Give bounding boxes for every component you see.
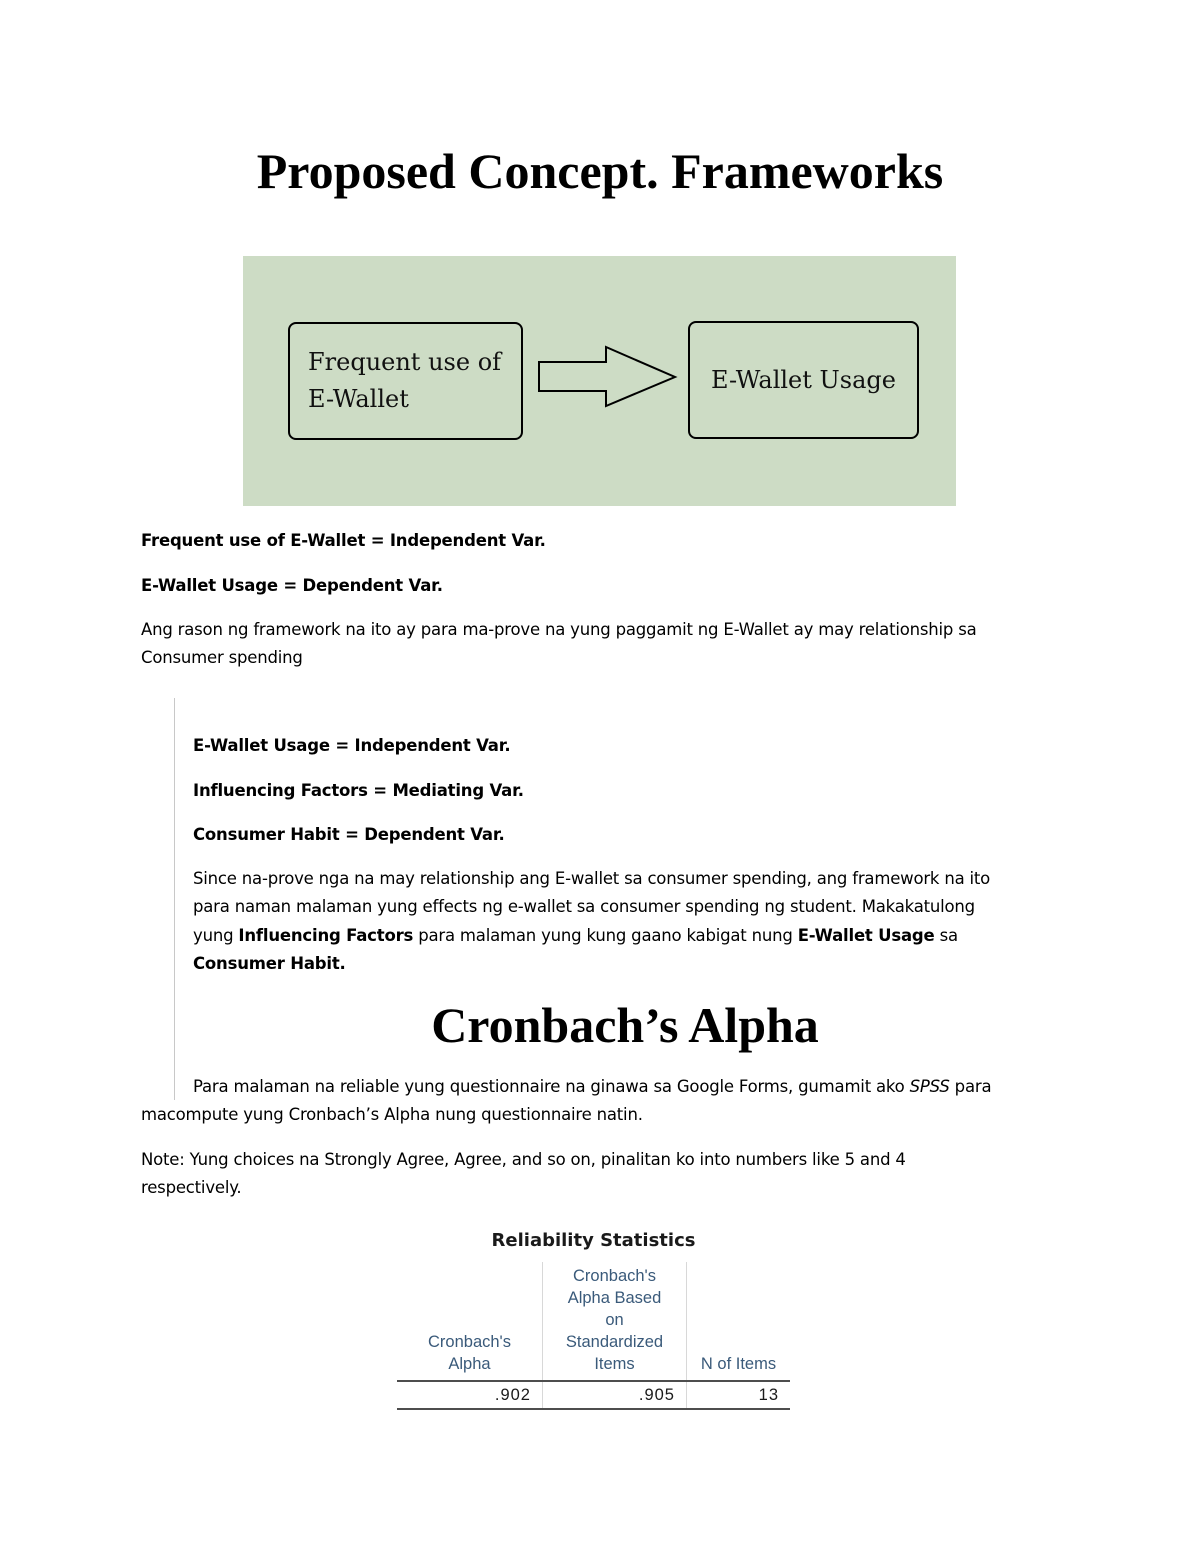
arrow-right-icon bbox=[536, 344, 680, 410]
table-cell-standardized: .905 bbox=[638, 1386, 675, 1404]
note-label: Note: bbox=[141, 1150, 185, 1169]
header-line: Alpha bbox=[448, 1355, 491, 1373]
header-line: Cronbach's bbox=[428, 1333, 511, 1351]
header-line: Alpha Based bbox=[567, 1289, 662, 1307]
paragraph-line bbox=[193, 1073, 991, 1102]
section-title: Cronbach’s Alpha bbox=[431, 997, 819, 1053]
text-run: Para malaman na reliable yung questionnaire na ginawa sa Google Forms, gumamit ako bbox=[193, 1077, 910, 1096]
paragraph-line: Consumer Habit. bbox=[193, 954, 346, 973]
note-line: respectively. bbox=[141, 1178, 242, 1197]
paragraph-line: Ang rason ng framework na ito ay para ma-prove na yung paggamit ng E-Wallet ay may relationship sa bbox=[141, 620, 977, 639]
header-line: Cronbach's bbox=[573, 1267, 656, 1285]
diagram-box-label: E-Wallet Usage bbox=[711, 365, 896, 394]
paragraph-line: para naman malaman yung effects ng e-wallet sa consumer spending ng student. Makakatulong bbox=[193, 897, 975, 916]
diagram-box-line: E-Wallet bbox=[308, 385, 409, 413]
table-rule-top bbox=[397, 1380, 790, 1382]
column-header-alpha bbox=[397, 1331, 542, 1375]
definition-line: Consumer Habit = Dependent Var. bbox=[193, 825, 505, 844]
table-title: Reliability Statistics bbox=[491, 1230, 696, 1251]
definition-line: E-Wallet Usage = Independent Var. bbox=[193, 736, 511, 755]
paragraph-line bbox=[193, 922, 958, 951]
header-line: Items bbox=[594, 1355, 635, 1373]
diagram-box-ewallet-usage bbox=[688, 321, 919, 439]
table-cell-alpha: .902 bbox=[494, 1386, 531, 1404]
paragraph-line: macompute yung Cronbach’s Alpha nung questionnaire natin. bbox=[141, 1105, 643, 1124]
page-title: Proposed Concept. Frameworks bbox=[256, 143, 944, 199]
text-run: para bbox=[949, 1077, 992, 1096]
definition-line: Influencing Factors = Mediating Var. bbox=[193, 781, 524, 800]
text-run-bold: E-Wallet Usage bbox=[797, 926, 935, 945]
text-run: yung bbox=[193, 926, 239, 945]
paragraph-line: Consumer spending bbox=[141, 648, 303, 667]
definition-line: E-Wallet Usage = Dependent Var. bbox=[141, 576, 443, 595]
text-run: Yung choices na Strongly Agree, Agree, and so on, pinalitan ko into numbers like 5 and 4 bbox=[184, 1150, 906, 1169]
column-header-n-items: N of Items bbox=[700, 1355, 777, 1373]
diagram-box-frequent-use bbox=[288, 322, 523, 440]
table-cell-n-items: 13 bbox=[758, 1386, 779, 1404]
text-run: sa bbox=[934, 926, 958, 945]
text-run: para malaman yung kung gaano kabigat nung bbox=[413, 926, 798, 945]
column-header-standardized bbox=[543, 1265, 686, 1375]
text-run-bold: Influencing Factors bbox=[238, 926, 414, 945]
note-line bbox=[141, 1146, 906, 1175]
text-run-italic: SPSS bbox=[909, 1077, 950, 1096]
diagram-box-line: Frequent use of bbox=[308, 348, 502, 376]
paragraph-line: Since na-prove nga na may relationship ang E-wallet sa consumer spending, ang framework na ito bbox=[193, 869, 991, 888]
header-line: on bbox=[605, 1311, 624, 1329]
header-line: Standardized bbox=[565, 1333, 664, 1351]
definition-line: Frequent use of E-Wallet = Independent Var. bbox=[141, 531, 546, 550]
table-rule-bottom bbox=[397, 1408, 790, 1410]
